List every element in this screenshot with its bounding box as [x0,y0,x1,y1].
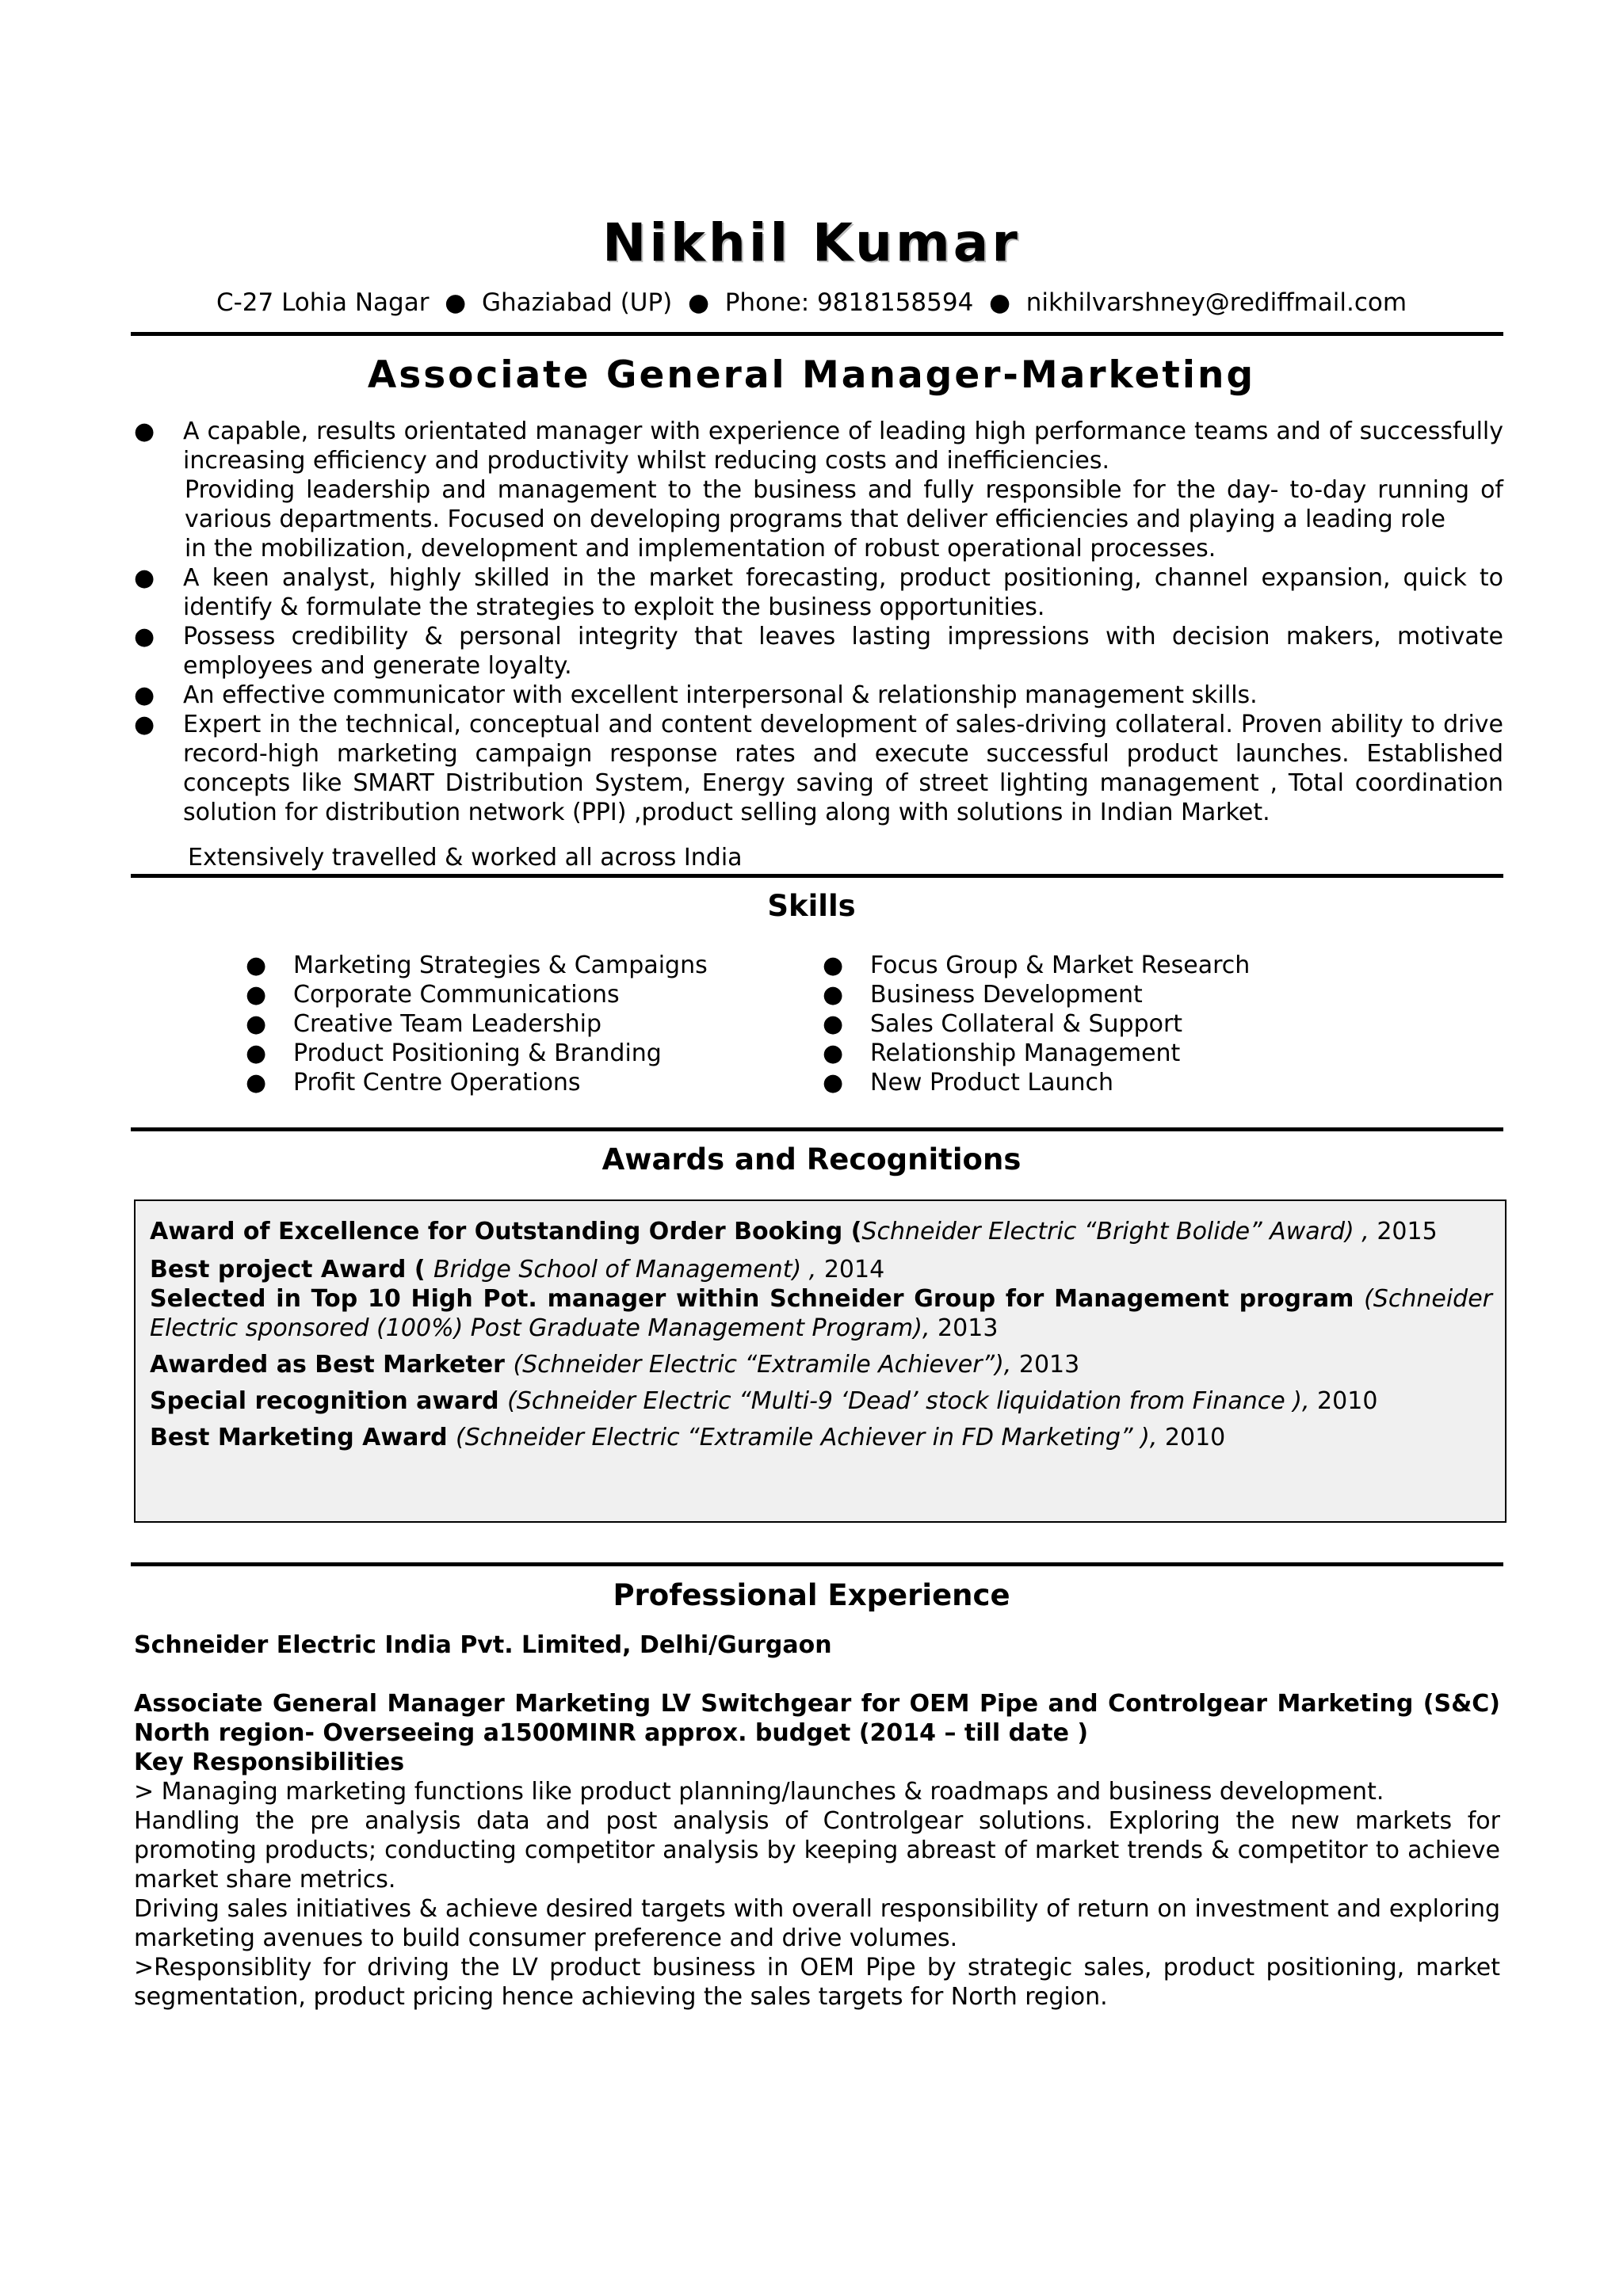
bullet-icon: ● [134,711,155,738]
summary-text: Expert in the technical, conceptual and content development of sales-driving collateral. Proven ability to drive record-high marketing campaign response rates and execute successful product launches. Established concepts like SMART Distribution System, Energy saving of street lighting management , Total coordination solution for distribution network (PPI) ,product selling along with solutions in Indian Market. [183,711,1503,826]
key-responsibilities-heading: Key Responsibilities [134,1749,405,1776]
skills-list-right [823,951,1250,1097]
awards-heading: Awards and Recognitions [601,1142,1022,1177]
summary-item [131,417,1503,475]
summary-item [131,622,1503,681]
experience-section [134,1630,1500,2012]
summary-continuation: in the mobilization, development and implementation of robust operational processes. [185,535,1216,563]
job-title: Associate General Manager-Marketing [367,353,1256,397]
bullet-icon: ● [246,1069,267,1097]
experience-heading: Professional Experience [613,1578,1010,1612]
responsibility-item: >Responsiblity for driving the LV product business in OEM Pipe by strategic sales, product positioning, market segmentation, product pricing hence achieving the sales targets for North region. [134,1954,1500,2011]
bullet-icon: ● [134,564,155,592]
divider [131,874,1503,878]
bullet-icon: ● [823,1010,844,1038]
company-name: Schneider Electric India Pvt. Limited, Delhi/Gurgaon [134,1631,832,1659]
responsibility-item: Driving sales initiatives & achieve desired targets with overall responsibility of return on investment and exploring marketing avenues to build consumer preference and drive volumes. [134,1895,1500,1952]
award-item: Awarded as Best Marketer (Schneider Electric “Extramile Achiever”), 2013 [150,1351,1080,1379]
divider [131,1562,1503,1566]
summary-text: Possess credibility & personal integrity that leaves lasting impressions with decision makers, motivate employees and generate loyalty. [183,623,1503,680]
summary-list [131,417,1503,827]
bullet-icon: ● [246,981,267,1009]
bullet-icon: ● [823,1069,844,1097]
bullet-icon: ● [134,418,155,445]
skill-item: ● Sales Collateral & Support [823,1010,1183,1038]
responsibility-item: Handling the pre analysis data and post analysis of Controlgear solutions. Exploring the new markets for promoting products; conducting competitor analysis by keeping abreast of market trends & competitor to achieve market share metrics. [134,1807,1500,1894]
skill-item: ● Focus Group & Market Research [823,952,1251,979]
divider [131,1127,1503,1131]
divider [131,332,1503,336]
travel-note: Extensively travelled & worked all across India [188,844,743,871]
skill-item: ● Relationship Management [823,1039,1181,1067]
bullet-icon: ● [246,1010,267,1038]
skill-item: ● Marketing Strategies & Campaigns [246,952,708,979]
award-item: Selected in Top 10 High Pot. manager within Schneider Group for Management program (Schneider Electric sponsored (100%) Post Graduate Management Program), 2013 [150,1285,1492,1342]
contact-line: C-27 Lohia Nagar ● Ghaziabad (UP) ● Phone: 9818158594 ● nikhilvarshney@rediffmail.com [216,288,1407,317]
awards-box [134,1199,1507,1523]
summary-item [131,563,1503,622]
summary-text: A keen analyst, highly skilled in the market forecasting, product positioning, channel expansion, quick to identify & formulate the strategies to exploit the business opportunities. [183,564,1503,621]
summary-item [131,681,1503,710]
award-item: Special recognition award (Schneider Electric “Multi-9 ‘Dead’ stock liquidation from Finance ), 2010 [150,1387,1378,1415]
skill-item: ● Corporate Communications [246,981,620,1009]
candidate-name: Nikhil Kumar [602,212,1021,273]
role-title: Associate General Manager Marketing LV Switchgear for OEM Pipe and Controlgear Marketing (S&C) North region- Overseeing a1500MINR approx. budget (2014 – till date ) [134,1690,1500,1747]
bullet-icon: ● [823,1039,844,1067]
award-item: Award of Excellence for Outstanding Order Booking (Schneider Electric “Bright Bolide” Award) , 2015 [150,1218,1438,1245]
skills-list-left [246,951,708,1097]
bullet-icon: ● [823,981,844,1009]
bullet-icon: ● [246,1039,267,1067]
bullet-icon: ● [823,952,844,979]
award-item: Best Marketing Award (Schneider Electric “Extramile Achiever in FD Marketing” ), 2010 [150,1424,1226,1451]
summary-text: A capable, results orientated manager with experience of leading high performance teams and of successfully increasing efficiency and productivity whilst reducing costs and inefficiencies. [183,418,1503,475]
skill-item: ● Product Positioning & Branding [246,1039,662,1067]
skills-heading: Skills [767,889,856,923]
skill-item: ● New Product Launch [823,1069,1114,1097]
skill-item: ● Business Development [823,981,1143,1009]
bullet-icon: ● [246,952,267,979]
award-item: Best project Award ( Bridge School of Management) , 2014 [150,1256,885,1283]
responsibility-item: > Managing marketing functions like product planning/launches & roadmaps and business development. [134,1778,1384,1806]
bullet-icon: ● [134,623,155,650]
skill-item: ● Creative Team Leadership [246,1010,602,1038]
summary-continuation: Providing leadership and management to the business and fully responsible for the day- to-day running of various departments. Focused on developing programs that deliver efficiencies and playing a leading role [185,476,1503,533]
summary-item [131,710,1503,827]
bullet-icon: ● [134,681,155,709]
skill-item: ● Profit Centre Operations [246,1069,581,1097]
summary-text: An effective communicator with excellent interpersonal & relationship management skills. [183,681,1258,709]
